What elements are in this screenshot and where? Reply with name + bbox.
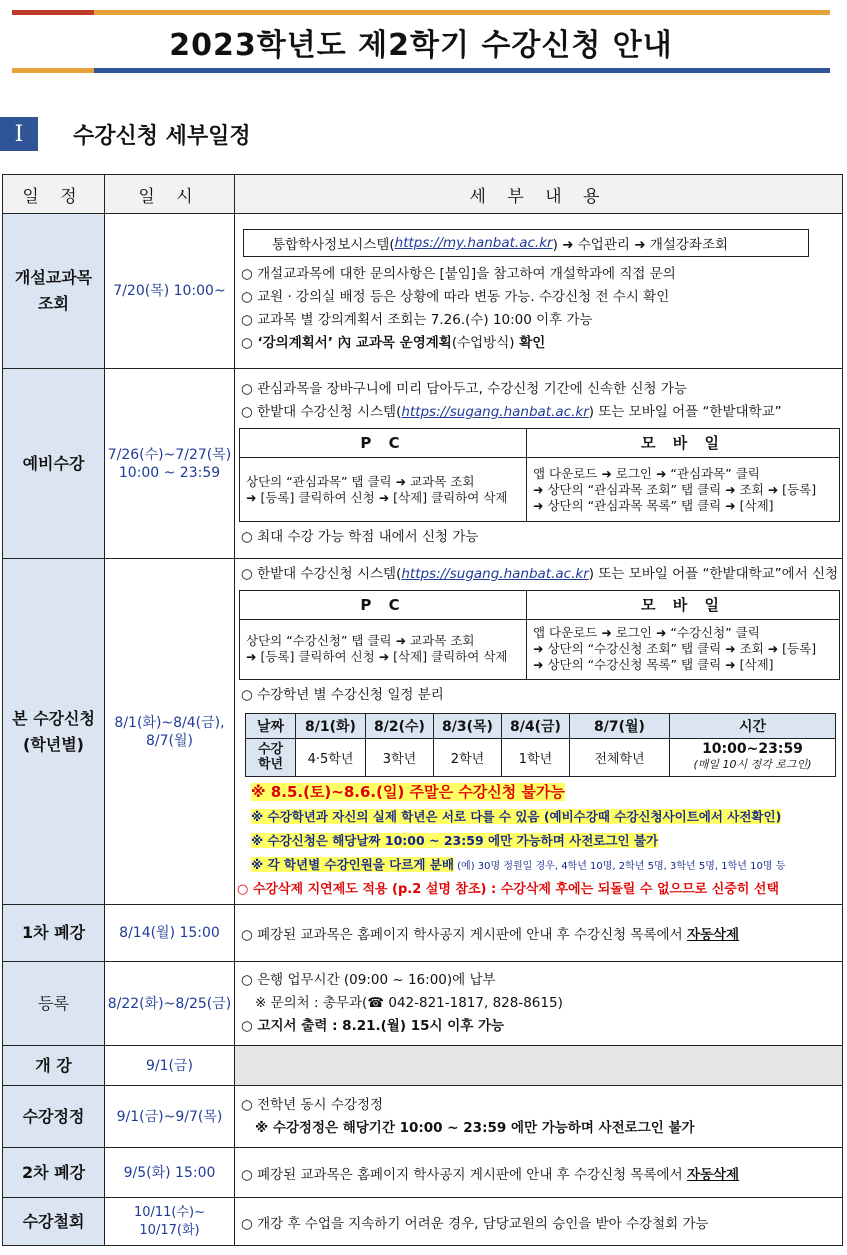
row-details — [235, 369, 843, 559]
row-name: 수강철회 — [3, 1198, 105, 1246]
pc-steps — [240, 458, 527, 522]
grade-cell: 2학년 — [434, 738, 502, 776]
notice-text: ※ 8.5.(토)~8.6.(일) 주말은 수강신청 불가능 — [251, 782, 565, 801]
row-name-line: 본 수강신청 — [12, 708, 95, 728]
detail-line: ○ 고지서 출력 : 8.21.(월) 15시 이후 가능 — [241, 1018, 505, 1034]
detail-text: ○ 폐강된 교과목은 홈페이지 학사공지 게시판에 안내 후 수강신청 목록에서 — [241, 1166, 687, 1183]
row-details — [235, 559, 843, 905]
path-suffix: ) ➜ 수업관리 ➜ 개설강좌조회 — [552, 237, 729, 253]
row-name: 예비수강 — [3, 369, 105, 559]
detail-text: ○ ‘강의계획서’ 內 교과목 운영계획 — [241, 335, 452, 351]
grade-header-cell: 시간 — [670, 713, 836, 738]
detail-line: ○ 교과목 별 강의계획서 조회는 7.26.(수) 10:00 이후 가능 — [241, 312, 593, 328]
row-date: 8/14(월) 15:00 — [105, 905, 235, 962]
detail-line: ○ 수강학년 별 수강신청 일정 분리 — [241, 686, 444, 703]
row-date: 7/20(목) 10:00~ — [105, 214, 235, 369]
detail-text: ○ 한밭대 수강신청 시스템( — [241, 565, 402, 582]
grade-header-cell: 8/2(수) — [366, 713, 434, 738]
detail-text: ) 또는 모바일 어플 “한밭대학교” — [588, 404, 782, 420]
row-name — [3, 214, 105, 369]
section-title: 수강신청 세부일정 — [73, 123, 251, 149]
method-table — [239, 590, 840, 680]
detail-text: ○ 폐강된 교과목은 홈페이지 학사공지 게시판에 안내 후 수강신청 목록에서 — [241, 927, 687, 943]
path-box — [243, 229, 809, 257]
grade-label — [246, 738, 296, 776]
detail-text: (수업방식) — [451, 335, 515, 351]
portal-link[interactable]: https://my.hanbat.ac.kr — [394, 235, 553, 251]
grade-cell: 3학년 — [366, 738, 434, 776]
grade-header-cell: 8/4(금) — [502, 713, 570, 738]
step-line: 앱 다운로드 ➜ 로그인 ➜ “관심과목” 클릭 — [533, 465, 760, 481]
row-date-line: 8/1(화)~8/4(금), — [114, 714, 225, 731]
row-date: 9/1(금)~9/7(목) — [105, 1086, 235, 1148]
row-name: 2차 폐강 — [3, 1148, 105, 1198]
detail-text: ) 또는 모바일 어플 “한밭대학교”에서 신청 — [588, 565, 839, 582]
time-cell — [670, 738, 836, 776]
notice-line — [251, 805, 836, 829]
grade-header-row — [246, 713, 836, 738]
header-datetime: 일 시 — [105, 175, 235, 214]
path-prefix: 통합학사정보시스템( — [272, 237, 395, 253]
mobile-steps — [527, 619, 840, 679]
grade-header-cell: 8/3(목) — [434, 713, 502, 738]
table-row — [3, 214, 843, 369]
step-line: 상단의 “관심과목” 탭 클릭 ➜ 교과목 조회 — [246, 473, 475, 489]
title-bottom-rule — [12, 68, 830, 73]
notice-line — [251, 853, 836, 878]
grade-label-line: 수강 — [257, 742, 284, 757]
grade-header-cell: 8/7(월) — [570, 713, 670, 738]
detail-line: ※ 문의처 : 총무과(☎ 042-821-1817, 828-8615) — [255, 995, 563, 1011]
step-line: 앱 다운로드 ➜ 로그인 ➜ “수강신청” 클릭 — [533, 625, 760, 640]
row-name — [3, 559, 105, 905]
row-name-line: 조회 — [38, 294, 69, 313]
row-details — [235, 1148, 843, 1198]
notice-text: ※ 수강학년과 자신의 실제 학년은 서로 다를 수 있음 (예비수강때 수강신청사이트에서 사전확인) — [251, 808, 782, 824]
page-title: 2023학년도 제2학기 수강신청 안내 — [169, 27, 673, 63]
schedule-table — [2, 174, 843, 1246]
row-details — [235, 905, 843, 962]
table-row — [3, 369, 843, 559]
row-name: 1차 폐강 — [3, 905, 105, 962]
detail-text: ○ 한밭대 수강신청 시스템( — [241, 404, 402, 420]
row-date — [105, 559, 235, 905]
notice-block — [241, 781, 836, 878]
row-name-line: (학년별) — [23, 734, 84, 754]
detail-line: ○ 최대 수강 가능 학점 내에서 신청 가능 — [241, 529, 479, 545]
table-row — [3, 559, 843, 905]
grade-header-cell: 8/1(화) — [296, 713, 366, 738]
row-details: ○ 개강 후 수업을 지속하기 어려운 경우, 담당교원의 승인을 받아 수강철회 가능 — [235, 1198, 843, 1246]
notice-text: ※ 각 학년별 수강인원을 다르게 분배 — [251, 856, 454, 872]
table-row — [3, 1046, 843, 1086]
row-name: 수강정정 — [3, 1086, 105, 1148]
step-line: ➜ 상단의 “관심과목 목록” 탭 클릭 ➜ [삭제] — [533, 497, 774, 513]
header-schedule: 일 정 — [3, 175, 105, 214]
row-date-line: 8/7(월) — [146, 732, 193, 749]
row-name-line: 개설교과목 — [14, 268, 93, 287]
row-date: 9/1(금) — [105, 1046, 235, 1086]
step-line: ➜ [등록] 클릭하여 신청 ➜ [삭제] 클릭하여 삭제 — [246, 489, 508, 505]
time-note: (매일 10시 정각 로그인) — [693, 758, 812, 771]
sugang-link[interactable]: https://sugang.hanbat.ac.kr — [401, 404, 589, 420]
table-header-row — [3, 175, 843, 214]
detail-text: 자동삭제 — [686, 1166, 740, 1183]
pc-header: P C — [240, 429, 527, 458]
detail-line: ○ 관심과목을 장바구니에 미리 담아두고, 수강신청 기간에 신속한 신청 가능 — [241, 381, 687, 397]
mobile-header: 모 바 일 — [527, 590, 840, 619]
notice-line — [251, 829, 836, 853]
step-line: 상단의 “수강신청” 탭 클릭 ➜ 교과목 조회 — [246, 633, 475, 648]
section-header — [0, 115, 251, 153]
step-line: ➜ 상단의 “수강신청 조회” 탭 클릭 ➜ 조회 ➜ [등록] — [533, 641, 817, 656]
notice-line — [251, 781, 836, 805]
row-details — [235, 962, 843, 1046]
pc-steps — [240, 619, 527, 679]
notice-text: (예) 30명 정원일 경우, 4학년 10명, 2학년 5명, 3학년 5명, 1학년 10명 등 — [453, 860, 786, 872]
grade-cell: 전체학년 — [570, 738, 670, 776]
step-line: ➜ [등록] 클릭하여 신청 ➜ [삭제] 클릭하여 삭제 — [246, 649, 508, 664]
table-row — [3, 905, 843, 962]
grade-label-line: 학년 — [257, 757, 284, 772]
row-date: 9/5(화) 15:00 — [105, 1148, 235, 1198]
header-details: 세 부 내 용 — [235, 175, 843, 214]
detail-line: ○ 은행 업무시간 (09:00 ~ 16:00)에 납부 — [241, 972, 496, 988]
grade-header-cell: 날짜 — [246, 713, 296, 738]
detail-line: ○ 개설교과목에 대한 문의사항은 [붙임]을 참고하여 개설학과에 직접 문의 — [241, 266, 676, 282]
title-banner — [12, 10, 830, 73]
row-details — [235, 1086, 843, 1148]
table-row — [3, 962, 843, 1046]
grade-schedule-table — [245, 713, 836, 777]
detail-line — [241, 401, 836, 424]
row-date-line: 10:00 ~ 23:59 — [118, 464, 221, 481]
step-line: ➜ 상단의 “수강신청 목록” 탭 클릭 ➜ [삭제] — [533, 657, 774, 672]
detail-text: 자동삭제 — [686, 927, 740, 943]
detail-line — [241, 563, 839, 586]
row-date — [105, 369, 235, 559]
mobile-steps — [527, 458, 840, 522]
pc-header: P C — [240, 590, 527, 619]
sugang-link[interactable]: https://sugang.hanbat.ac.kr — [401, 565, 589, 582]
time-range: 10:00~23:59 — [702, 741, 803, 757]
row-details — [235, 1046, 843, 1086]
row-name: 개 강 — [3, 1046, 105, 1086]
detail-text: 확인 — [514, 335, 546, 351]
detail-line: ○ 수강삭제 지연제도 적용 (p.2 설명 참조) : 수강삭제 후에는 되돌릴 수 없으므로 신중히 선택 — [237, 881, 780, 897]
grade-cell: 1학년 — [502, 738, 570, 776]
detail-line — [241, 332, 836, 355]
row-details — [235, 214, 843, 369]
mobile-header: 모 바 일 — [527, 429, 840, 458]
row-date: 8/22(화)~8/25(금) — [105, 962, 235, 1046]
row-name: 등록 — [3, 962, 105, 1046]
detail-line: ○ 전학년 동시 수강정정 — [241, 1096, 384, 1113]
row-date-line: 7/26(수)~7/27(목) — [107, 446, 232, 463]
notice-text: ※ 수강신청은 해당날짜 10:00 ~ 23:59 에만 가능하며 사전로그인 불가 — [251, 832, 659, 848]
table-row — [3, 1148, 843, 1198]
grade-row — [246, 738, 836, 776]
section-number: I — [0, 117, 38, 151]
grade-cell: 4·5학년 — [296, 738, 366, 776]
method-table — [239, 428, 840, 522]
step-line: ➜ 상단의 “관심과목 조회” 탭 클릭 ➜ 조회 ➜ [등록] — [533, 481, 817, 497]
table-row — [3, 1086, 843, 1148]
detail-line: ○ 교원 · 강의실 배정 등은 상황에 따라 변동 가능. 수강신청 전 수시 확인 — [241, 289, 670, 305]
table-row — [3, 1198, 843, 1246]
row-date: 10/11(수)~ 10/17(화) — [105, 1198, 235, 1246]
detail-line: ※ 수강정정은 해당기간 10:00 ~ 23:59 에만 가능하며 사전로그인 불가 — [255, 1119, 695, 1136]
